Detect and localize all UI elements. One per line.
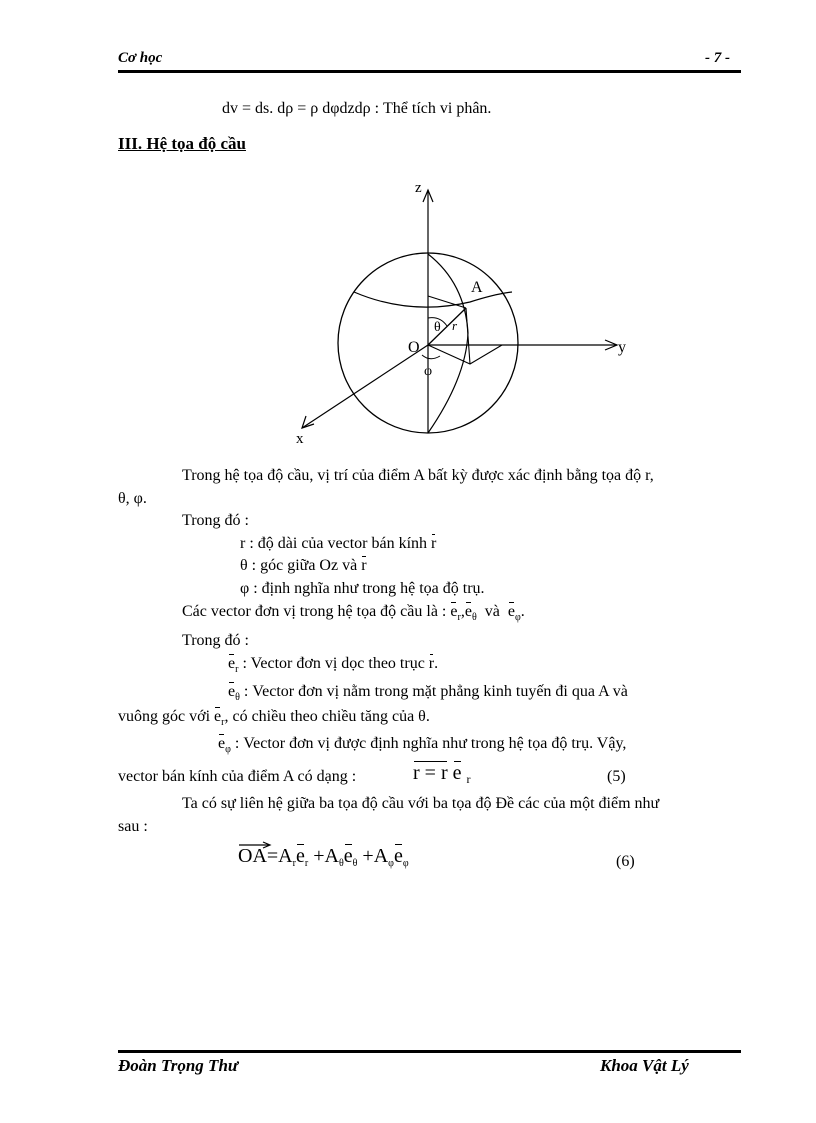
eq6-equals-A: =A <box>266 845 293 867</box>
paragraph-1-line-2: θ, φ. <box>118 490 147 507</box>
vector-r-symbol: r <box>431 535 437 552</box>
definition-theta-text: θ : góc giữa Oz và <box>240 557 358 574</box>
definition-phi: φ : định nghĩa như trong hệ tọa độ trụ. <box>240 580 485 597</box>
theta-label: θ <box>434 320 441 335</box>
spherical-coordinates-figure <box>290 178 630 448</box>
paragraph-1-line-1: Trong hệ tọa độ cầu, vị trí của điểm A bất kỳ được xác định bằng tọa độ r, <box>182 467 654 484</box>
volume-element-formula: dv = ds. dρ = ρ dφdzdρ : Thể tích vi phân. <box>222 100 492 117</box>
x-axis <box>302 345 428 428</box>
subscript-r: r <box>457 612 461 623</box>
e-symbol: e <box>214 708 222 725</box>
subscript-phi: φ <box>388 858 394 869</box>
trong-do-2: Trong đó : <box>182 632 249 649</box>
section-title: III. Hệ tọa độ cầu <box>118 134 246 153</box>
e-symbol: e <box>393 845 403 867</box>
er-description <box>228 655 438 675</box>
unit-vectors-line <box>182 603 525 623</box>
definition-r <box>240 535 436 553</box>
e-symbol: e <box>343 845 353 867</box>
equation-5 <box>413 762 471 787</box>
e-symbol: e <box>228 655 236 672</box>
etheta-description-line-1 <box>228 683 740 703</box>
header-subject: Cơ học <box>118 50 163 66</box>
page-number: - 7 - <box>705 50 730 66</box>
equation-5-label: (5) <box>607 768 626 785</box>
etheta-line2-b: , có chiều theo chiều tăng của θ. <box>224 708 430 725</box>
ephi-description-line-1 <box>218 735 626 755</box>
footer-author: Đoàn Trọng Thư <box>118 1056 239 1075</box>
origin-label: O <box>408 339 420 356</box>
phi-arc <box>422 355 440 359</box>
etheta-description-line-2 <box>118 708 430 728</box>
z-label: z <box>415 180 422 196</box>
vector-r-symbol: r <box>361 557 367 574</box>
relation-line-1: Ta có sự liên hệ giữa ba tọa độ cầu với ba tọa độ Đề các của một điểm như <box>182 795 660 812</box>
phi-label: φ <box>424 364 433 379</box>
subscript-r: r <box>466 772 471 786</box>
subscript-r: r <box>292 858 296 869</box>
subscript-r: r <box>235 664 239 675</box>
definition-theta <box>240 557 367 575</box>
OA-text: OA <box>238 845 267 867</box>
relation-line-2: sau : <box>118 818 148 835</box>
definition-r-text: r : độ dài của vector bán kính <box>240 535 428 552</box>
projection-line <box>466 308 470 364</box>
and-word: và <box>484 603 500 620</box>
equation-6: OA $=A_re_r +A_\theta e_\theta +A_\varphi e_\varphi$ <box>238 845 409 869</box>
y-label: y <box>618 339 626 356</box>
e-symbol: e <box>507 603 515 620</box>
vector-r-symbol: r <box>428 655 435 672</box>
OA-arrow-icon <box>238 841 272 849</box>
footer-divider <box>118 1050 741 1053</box>
period: . <box>520 603 525 620</box>
subscript-r: r <box>221 717 225 728</box>
r-label: r <box>452 318 458 333</box>
subscript-theta: θ <box>352 858 358 869</box>
unit-vectors-intro: Các vector đơn vị trong hệ tọa độ cầu là : <box>182 603 447 620</box>
e-symbol: e <box>452 762 462 784</box>
subscript-r: r <box>304 858 309 869</box>
e-symbol: e <box>295 845 305 867</box>
header-divider <box>118 70 741 73</box>
latitude-circle <box>354 292 512 307</box>
meridian-arc <box>428 254 468 433</box>
subscript-phi: φ <box>514 612 521 623</box>
vector-r-symbol: r = r <box>413 762 448 784</box>
ephi-description-text: : Vector đơn vị được định nghĩa như trong hệ tọa độ trụ. Vậy, <box>234 735 627 752</box>
comma: , <box>460 603 465 620</box>
point-a-label: A <box>471 279 483 296</box>
e-symbol: e <box>464 603 472 620</box>
equation-6-label: (6) <box>616 853 635 870</box>
trong-do-1: Trong đó : <box>182 512 249 529</box>
subscript-theta: θ <box>235 692 240 703</box>
e-symbol: e <box>228 683 236 700</box>
subscript-theta: θ <box>471 612 477 623</box>
subscript-theta: θ <box>338 858 344 869</box>
subscript-phi: φ <box>402 858 409 869</box>
OA-vector <box>238 845 267 868</box>
x-label: x <box>296 431 304 447</box>
ephi-description-line-2: vector bán kính của điểm A có dạng : <box>118 768 357 785</box>
footer-department: Khoa Vật Lý <box>600 1056 689 1075</box>
er-description-text: : Vector đơn vị dọc theo trục <box>242 655 425 672</box>
e-symbol: e <box>218 735 226 752</box>
period: . <box>434 655 439 672</box>
etheta-line2-a: vuông góc với <box>118 708 211 725</box>
e-symbol: e <box>450 603 458 620</box>
subscript-phi: φ <box>225 744 231 755</box>
etheta-description-text: : Vector đơn vị nằm trong mặt phẳng kinh tuyến đi qua A và <box>243 683 628 700</box>
